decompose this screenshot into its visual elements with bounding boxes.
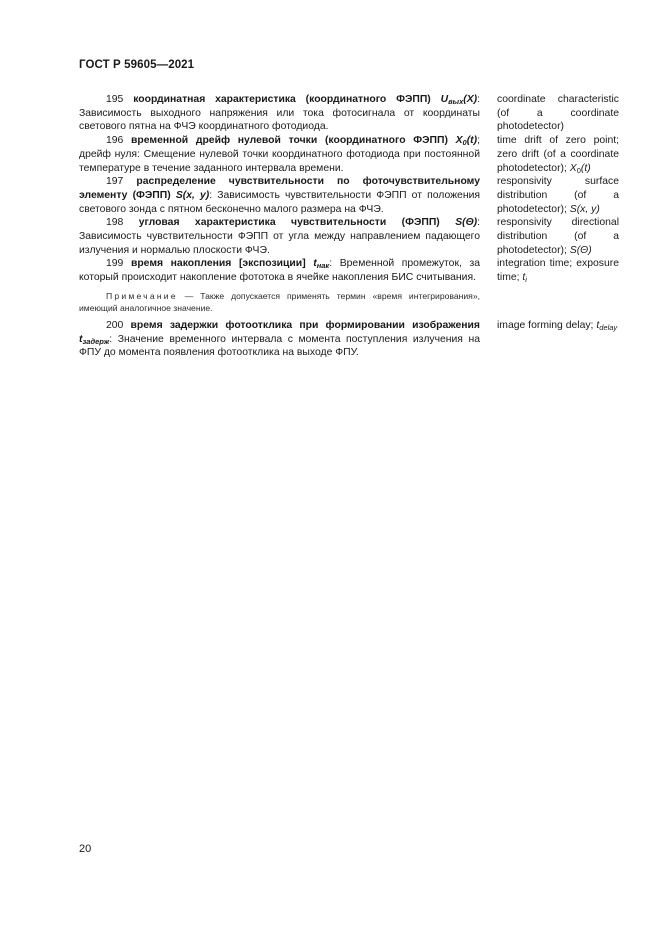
term-entry-197 xyxy=(79,175,619,216)
term-name: координатная характеристика (координатного ФЭПП) xyxy=(133,94,431,105)
term-english-symbol: t xyxy=(596,319,600,331)
term-entry-196 xyxy=(79,134,619,175)
term-definition-ru xyxy=(79,319,480,360)
note-text xyxy=(79,290,480,314)
term-definition-text: : Зависимость чувствительности ФЭПП от угла между направлением падающего излучения и нормалью плоскости ФЧЭ. xyxy=(79,217,481,256)
term-english-symbol-sub: 0 xyxy=(576,165,581,175)
term-english-symbol: S(Θ) xyxy=(569,244,592,256)
term-english-text: responsivity surface distribution (of a photodetector); xyxy=(497,176,619,215)
term-english-symbol-tail: (t) xyxy=(580,162,591,174)
note-block xyxy=(79,290,480,314)
term-definition-text: : Временной промежуток, за который происходит накопление фототока в ячейке накопления БИС считывания. xyxy=(79,258,481,284)
term-entry-199 xyxy=(79,257,619,284)
term-number: 200 xyxy=(106,319,124,331)
term-english-symbol-sub: delay xyxy=(599,322,618,332)
term-name: временной дрейф нулевой точки (координатного ФЭПП) xyxy=(131,135,448,147)
term-english-symbol: S(x, y) xyxy=(569,203,600,215)
term-number: 198 xyxy=(106,217,124,229)
term-name: время накопления [экспозиции] xyxy=(130,258,306,270)
term-symbol-sub: нак xyxy=(316,261,330,271)
term-symbol: U xyxy=(440,94,449,105)
term-english-text: image forming delay; xyxy=(497,319,597,331)
terms-list xyxy=(79,93,619,360)
term-english-symbol: X xyxy=(569,162,577,174)
term-english xyxy=(497,134,619,175)
term-name: угловая характеристика чувствительности (ФЭПП) xyxy=(138,217,440,229)
term-english xyxy=(497,319,619,360)
term-definition-text: : Значение временного интервала с момента поступления излучения на ФПУ до момента появления фотоотклика на выходе ФПУ. xyxy=(79,333,480,359)
term-definition-ru xyxy=(79,134,480,175)
term-english-symbol: t xyxy=(522,272,526,284)
term-english xyxy=(497,175,619,216)
term-definition-ru xyxy=(79,175,480,216)
term-name: время задержки фотоотклика при формировании изображения xyxy=(130,319,480,331)
term-symbol-tail: (t) xyxy=(466,135,478,147)
term-entry-200 xyxy=(79,319,619,360)
term-english-symbol-sub: i xyxy=(525,275,527,285)
document-header: ГОСТ Р 59605—2021 xyxy=(79,59,195,71)
term-definition-text: ; дрейф нуля: Смещение нулевой точки координатного фотодиода при постоянной температуре в течение заданного интервала времени. xyxy=(79,135,480,174)
term-symbol-sub: задерж xyxy=(82,336,110,346)
term-english-text: responsivity directional distribution (of a photodetector); xyxy=(497,217,619,256)
note-label: Примечание xyxy=(106,290,178,301)
term-symbol: S(Θ) xyxy=(455,217,478,229)
page-number: 20 xyxy=(79,843,92,855)
term-symbol: X xyxy=(455,135,463,147)
term-english xyxy=(497,216,619,257)
term-entry-198 xyxy=(79,216,619,257)
term-definition-text: : Зависимость чувствительности ФЭПП от положения светового зонда с пятном бесконечно малого размера на ФЧЭ. xyxy=(79,189,481,215)
term-name: распределение чувствительности по фоточувствительному элементу (ФЭПП) xyxy=(79,176,480,201)
term-symbol: S(x, y) xyxy=(175,189,210,201)
term-definition-ru xyxy=(79,93,480,134)
term-english xyxy=(497,257,619,284)
term-english: coordinate characteristic (of a coordinate photodetector) xyxy=(497,94,619,133)
term-number: 196 xyxy=(106,135,124,147)
term-definition-ru xyxy=(79,257,480,284)
term-number: 195 xyxy=(106,94,124,105)
term-entry-195 xyxy=(79,93,619,134)
term-symbol: t xyxy=(79,333,83,345)
term-number: 199 xyxy=(106,258,124,270)
term-definition-text: : Зависимость выходного напряжения или тока фотосигнала от координаты светового пятна на ФЧЭ координатного фотодиода. xyxy=(79,94,480,133)
term-symbol-tail: (X) xyxy=(463,94,478,105)
term-english-text: time drift of zero point; zero drift (of a coordinate photodetector); xyxy=(497,135,619,174)
term-symbol: t xyxy=(313,258,317,270)
term-symbol-sub: 0 xyxy=(462,138,467,148)
term-number: 197 xyxy=(106,176,124,188)
term-symbol-sub: вых xyxy=(448,97,464,106)
note-body: — Также допускается применять термин «время интегрирования», имеющий аналогичное значение. xyxy=(79,290,480,313)
term-english-text: integration time; exposure time; xyxy=(497,258,619,284)
term-definition-ru xyxy=(79,216,480,257)
